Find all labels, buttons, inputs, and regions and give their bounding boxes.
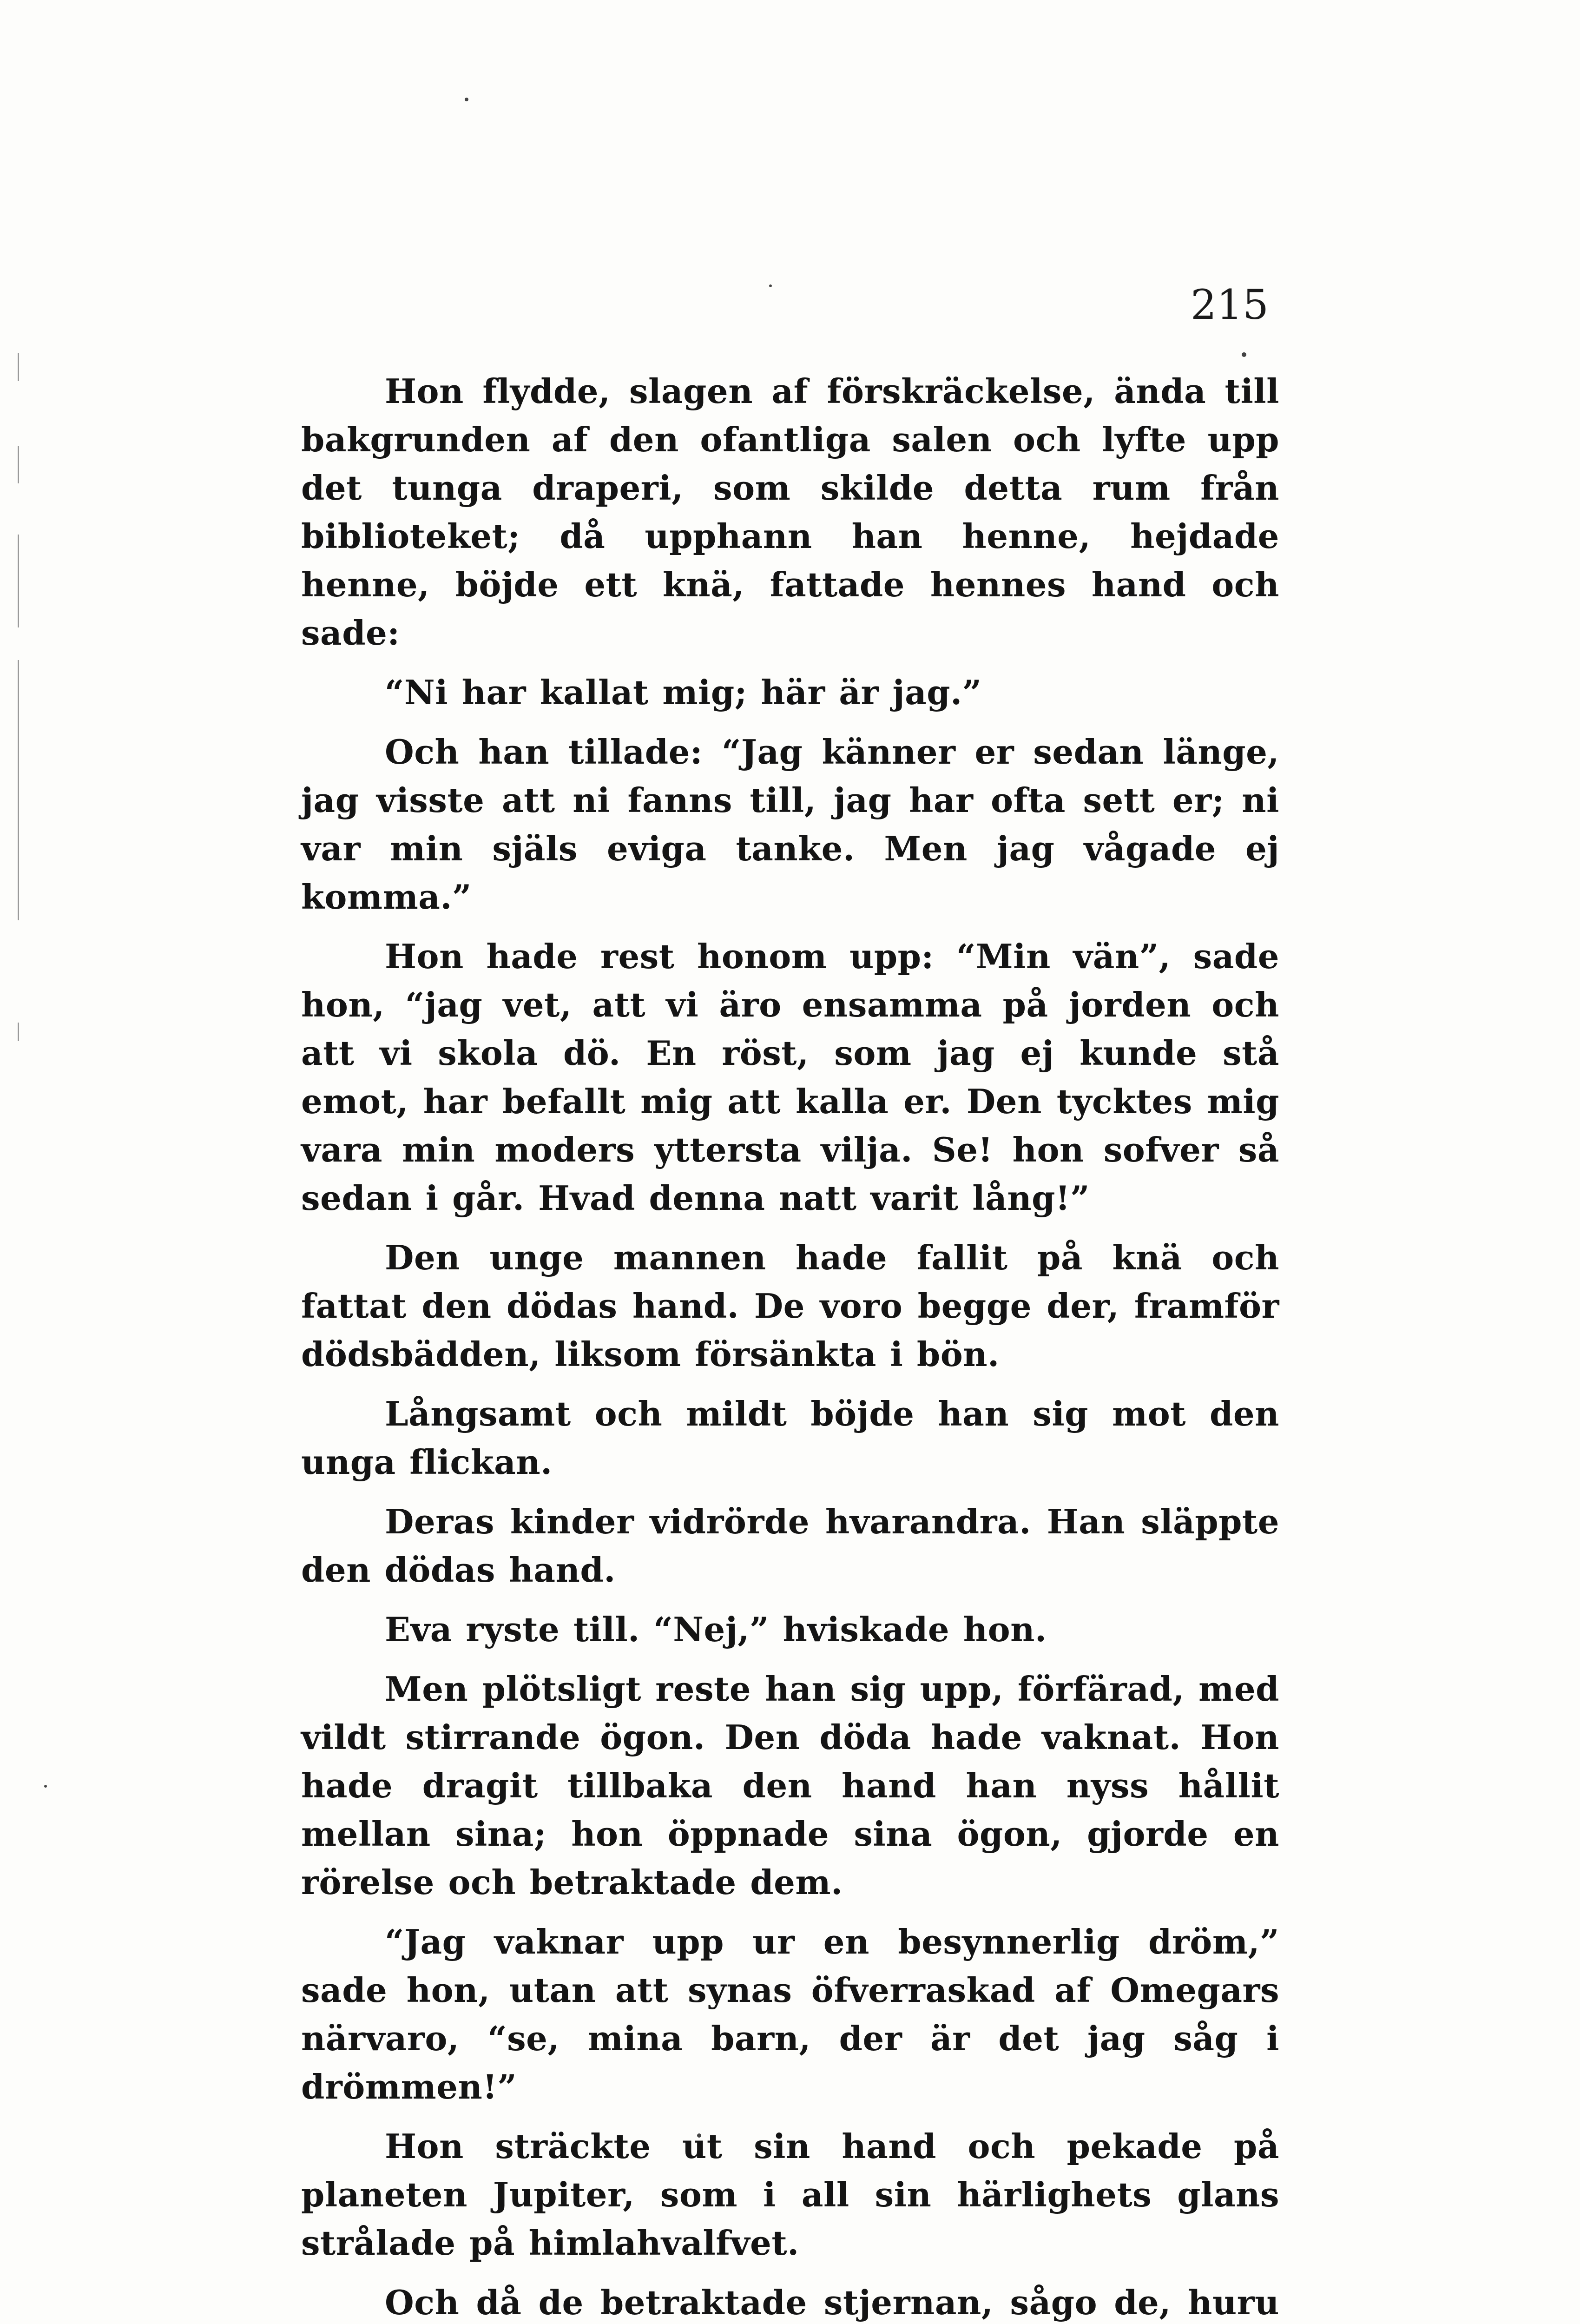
scan-edge-mark [18,660,19,920]
paragraph: Hon hade rest honom upp: “Min vän”, sade hon, “jag vet, att vi äro ensamma på jorden och att vi skola dö. En röst, som jag ej kunde stå emot, har befallt mig att kalla er. Den tycktes mig vara min moders yttersta vilja. Se! hon sofver så sedan i går. Hvad denna natt varit lång!” [301,937,1279,1218]
scan-edge-mark [18,446,19,483]
scan-edge-mark [18,535,19,627]
paragraph: Långsamt och mildt böjde han sig mot den unga flickan. [301,1394,1279,1482]
page-number: 215 [1191,281,1269,329]
scan-edge-mark [18,1023,19,1041]
paragraph: “Jag vaknar upp ur en besynnerlig dröm,” sade hon, utan att synas öfverraskad af Omegars närvaro, “se, mina barn, der är det jag såg i drömmen!” [301,1922,1279,2106]
scan-speck [1242,352,1246,357]
paragraph: Eva ryste till. “Nej,” hviskade hon. [385,1610,1047,1649]
body-text [301,367,1279,2324]
paragraph: Den unge mannen hade fallit på knä och fattat den dödas hand. De voro begge der, framför dödsbädden, liksom försänkta i bön. [301,1238,1279,1374]
scan-edge-mark [18,353,19,381]
scan-speck [769,284,772,287]
paragraph: Hon sträckte ut sin hand och pekade på planeten Jupiter, som i all sin härlighets glans strålade på himlahvalfvet. [301,2126,1279,2263]
scan-speck [465,98,468,101]
paragraph: Men plötsligt reste han sig upp, förfärad, med vildt stirrande ögon. Den döda hade vaknat. Hon hade dragit tillbaka den hand han nyss hållit mellan sina; hon öppnade sina ögon, gjorde en rörelse och betraktade dem. [301,1669,1279,1902]
scan-speck [44,1785,47,1788]
paragraph: Deras kinder vidrörde hvarandra. Han släppte den dödas hand. [301,1502,1279,1590]
paragraph: Hon flydde, slagen af förskräckelse, ända till bakgrunden af den ofantliga salen och lyfte upp det tunga draperi, som skilde detta rum från biblioteket; då upphann han henne, hejdade henne, böjde ett knä, fattade hennes hand och sade: [301,371,1279,653]
paragraph: Och han tillade: “Jag känner er sedan länge, jag visste att ni fanns till, jag har ofta sett er; ni var min själs eviga tanke. Men jag vågade ej komma.” [301,732,1279,917]
paragraph: Och då de betraktade stjernan, sågo de, huru [385,2283,1279,2322]
paragraph: “Ni har kallat mig; här är jag.” [385,673,982,712]
